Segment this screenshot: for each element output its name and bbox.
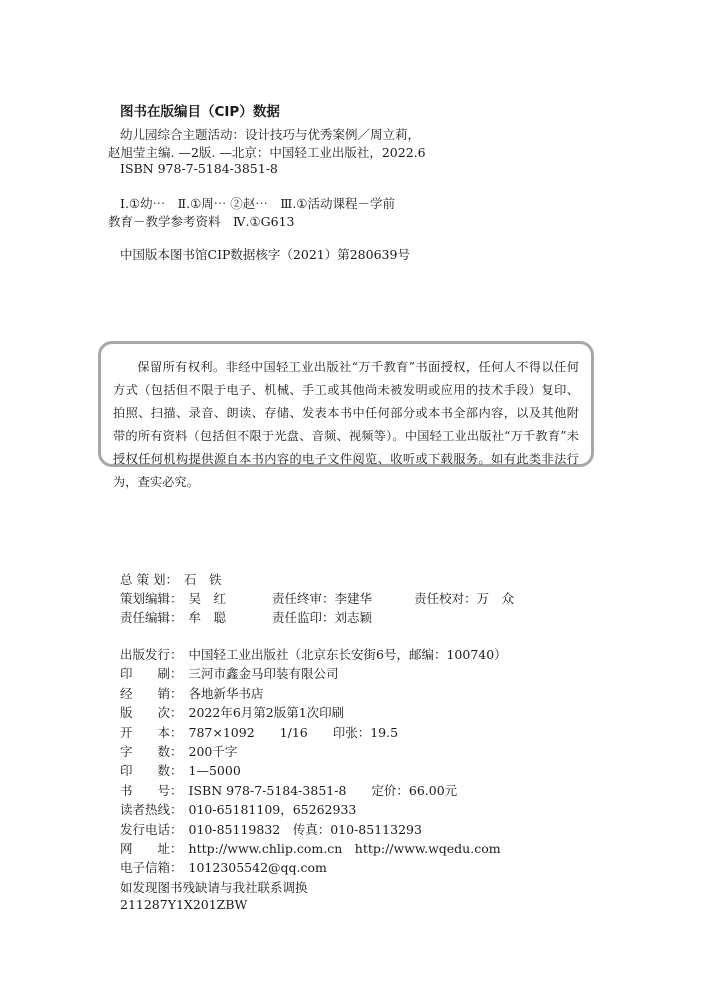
publication-row-label: 电子信箱： (120, 860, 183, 876)
cip-line-record: 中国版本图书馆CIP数据核字（2021）第280639号 (120, 247, 410, 262)
publication-row-value: 三河市鑫金马印装有限公司 (188, 666, 339, 682)
publication-row-value: 各地新华书店 (188, 685, 264, 701)
publication-row-label: 印 数： (120, 763, 183, 779)
publication-row-label: 字 数： (120, 744, 183, 759)
editor-label: 策划编辑： (120, 591, 183, 606)
credit-row-responsible (120, 608, 372, 626)
book-code: 211287Y1X201ZBW (120, 897, 248, 912)
cip-line-1: 幼儿园综合主题活动：设计技巧与优秀案例／周立莉， (120, 127, 421, 142)
publication-row-label: 读者热线： (120, 802, 183, 818)
resp-editor-name: 牟 聪 (188, 610, 227, 625)
publication-row-label: 经 销： (120, 685, 183, 701)
publication-row (120, 703, 344, 721)
final-review-label: 责任终审： (272, 591, 335, 606)
publication-row (120, 858, 327, 876)
planner-label: 总 策 划： (120, 572, 178, 587)
publication-row-value: 1—5000 (188, 763, 241, 779)
publication-row-value: 010-85119832 传真：010-85113293 (188, 821, 422, 837)
publication-row-label: 书 号： (120, 782, 183, 798)
publication-row-label: 网 址： (120, 841, 183, 856)
publication-row (120, 684, 264, 702)
publication-row (120, 664, 339, 682)
publication-row-value: 200千字 (188, 744, 238, 759)
supervisor-label: 责任监印： (272, 610, 335, 625)
credit-row-editors (120, 589, 514, 607)
publication-row (120, 839, 501, 857)
publication-row-label: 印 刷： (120, 666, 183, 682)
publication-row (120, 742, 237, 760)
publication-row (120, 761, 241, 779)
publication-row-value: 2022年6月第2版第1次印刷 (188, 705, 345, 721)
resp-editor-label: 责任编辑： (120, 610, 183, 625)
cip-line-classification-2: 教育－教学参考资料 Ⅳ.①G613 (108, 214, 295, 229)
publication-row-label: 发行电话： (120, 821, 183, 837)
supervisor-name: 刘志颖 (334, 610, 373, 625)
publication-row (120, 781, 457, 799)
publication-row-value: 1012305542@qq.com (188, 860, 327, 876)
planner-name: 石 铁 (183, 572, 222, 587)
cip-line-classification: Ⅰ.①幼⋯ Ⅱ.①周⋯ ②赵⋯ Ⅲ.①活动课程－学前 (120, 196, 396, 211)
credit-row-planner (120, 570, 221, 588)
publication-row (120, 723, 398, 741)
publication-row (120, 820, 422, 838)
publication-row-value: http://www.chlip.com.cn http://www.wqedu.com (188, 841, 501, 856)
publication-row-value: ISBN 978-7-5184-3851-8 定价：66.00元 (188, 782, 458, 798)
cip-line-2: 赵旭莹主编. —2版. —北京：中国轻工业出版社，2022.6 (108, 145, 426, 160)
cip-line-isbn: ISBN 978-7-5184-3851-8 (120, 161, 278, 176)
proof-name: 万 众 (476, 591, 515, 606)
publication-row-value: 787×1092 1/16 印张：19.5 (188, 724, 399, 740)
footer-note: 如发现图书残缺请与我社联系调换 (120, 880, 308, 895)
publication-row-label: 版 次： (120, 705, 183, 721)
cip-title: 图书在版编目（CIP）数据 (120, 104, 280, 120)
publication-row-label: 开 本： (120, 724, 183, 740)
publication-row-label: 出版发行： (120, 647, 183, 662)
final-review-name: 李建华 (334, 591, 373, 606)
proof-label: 责任校对： (414, 591, 477, 606)
publication-row-value: 中国轻工业出版社（北京东长安街6号，邮编：100740） (188, 647, 507, 662)
publication-row (120, 645, 507, 663)
publication-row (120, 800, 356, 818)
editor-name: 吴 红 (188, 591, 227, 606)
publication-row-value: 010-65181109，65262933 (188, 802, 357, 818)
copyright-notice-text: 保留所有权利。非经中国轻工业出版社“万千教育”书面授权，任何人不得以任何方式（包括但不限于电子、机械、手工或其他尚未被发明或应用的技术手段）复印、拍照、扫描、录音、朗读、存储、发表本书中任何部分或本书全部内容，以及其他附带的所有资料（包括但不限于光盘、音频、视频等）。中国轻工业出版社“万千教育”未授权任何机构提供源自本书内容的电子文件阅览、收听或下载服务。如有此类非法行为，查实必究。 (113, 360, 579, 489)
copyright-notice-box (98, 341, 594, 489)
